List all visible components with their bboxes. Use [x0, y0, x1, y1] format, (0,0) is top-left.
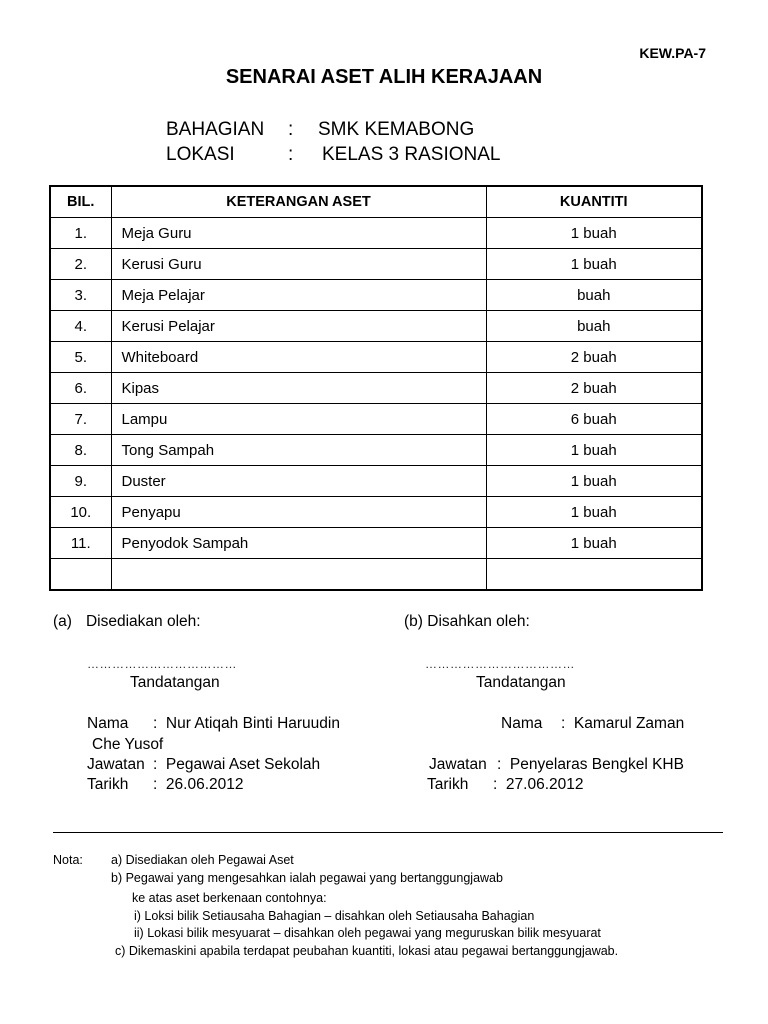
asset-quantity: 1 buah: [486, 497, 702, 528]
bahagian-field: [166, 119, 474, 141]
asset-quantity: buah: [486, 280, 702, 311]
document-title: SENARAI ASET ALIH KERAJAAN: [225, 66, 543, 88]
notes-label: Nota:: [53, 853, 83, 867]
approved-signature-label: Tandatangan: [476, 674, 566, 691]
approved-nama-label: Nama: [501, 715, 543, 732]
bahagian-colon: :: [288, 119, 294, 140]
approved-jawatan: Jawatan : Penyelaras Bengkel KHB: [429, 756, 684, 773]
bahagian-value: SMK KEMABONG: [318, 119, 475, 140]
approved-jawatan-value: Penyelaras Bengkel KHB: [509, 756, 684, 773]
table-row-empty: [50, 559, 702, 591]
asset-description: Meja Guru: [111, 218, 486, 249]
asset-table: [49, 185, 703, 591]
prepared-jawatan-label: Jawatan: [87, 756, 145, 773]
row-number: 8.: [50, 435, 111, 466]
row-number: 6.: [50, 373, 111, 404]
prepared-tarikh: Tarikh : 26.06.2012: [87, 776, 244, 793]
lokasi-colon: :: [288, 144, 294, 165]
asset-quantity: 1 buah: [486, 218, 702, 249]
row-number: 11.: [50, 528, 111, 559]
row-number: 1.: [50, 218, 111, 249]
table-row: [50, 497, 702, 528]
approved-by-heading: (b) Disahkan oleh:: [404, 613, 530, 630]
approved-tarikh: Tarikh : 27.06.2012: [427, 776, 584, 793]
prepared-tarikh-value: 26.06.2012: [165, 776, 244, 793]
asset-quantity: buah: [486, 311, 702, 342]
approved-tarikh-label: Tarikh: [427, 776, 469, 793]
asset-quantity: [486, 559, 702, 591]
note-c: c) Dikemaskini apabila terdapat peubahan kuantiti, lokasi atau pegawai bertanggungjawab.: [115, 944, 619, 958]
section-divider: [53, 832, 723, 833]
note-b-ii: ii) Lokasi bilik mesyuarat – disahkan oleh pegawai yang meguruskan bilik mesyuarat: [134, 926, 601, 940]
row-number: 7.: [50, 404, 111, 435]
column-header-bil: BIL.: [50, 186, 111, 218]
asset-description: Duster: [111, 466, 486, 497]
asset-description: Lampu: [111, 404, 486, 435]
prepared-marker: (a): [53, 613, 72, 630]
table-row: [50, 218, 702, 249]
row-number: 2.: [50, 249, 111, 280]
column-header-kuantiti: KUANTITI: [486, 186, 702, 218]
prepared-heading-text: Disediakan oleh:: [85, 613, 201, 630]
row-number: 10.: [50, 497, 111, 528]
note-b-cont: ke atas aset berkenaan contohnya:: [132, 891, 327, 905]
note-b: b) Pegawai yang mengesahkan ialah pegawai yang bertanggungjawab: [111, 871, 503, 885]
prepared-by-heading: [53, 613, 201, 631]
table-row: [50, 280, 702, 311]
table-row: [50, 373, 702, 404]
table-row: [50, 435, 702, 466]
row-number: 5.: [50, 342, 111, 373]
asset-quantity: 1 buah: [486, 249, 702, 280]
asset-description: Kipas: [111, 373, 486, 404]
row-number: 3.: [50, 280, 111, 311]
asset-description: Kerusi Pelajar: [111, 311, 486, 342]
asset-description: Penyapu: [111, 497, 486, 528]
prepared-nama-cont: Che Yusof: [92, 736, 164, 753]
asset-description: Tong Sampah: [111, 435, 486, 466]
prepared-jawatan: Jawatan : Pegawai Aset Sekolah: [87, 756, 321, 773]
table-row: [50, 528, 702, 559]
row-number: 4.: [50, 311, 111, 342]
asset-quantity: 2 buah: [486, 342, 702, 373]
prepared-jawatan-value: Pegawai Aset Sekolah: [165, 756, 321, 773]
column-header-keterangan: KETERANGAN ASET: [111, 186, 486, 218]
asset-description: Meja Pelajar: [111, 280, 486, 311]
asset-quantity: 1 buah: [486, 528, 702, 559]
asset-description: [111, 559, 486, 591]
approved-jawatan-label: Jawatan: [429, 756, 487, 773]
approved-nama-value: Kamarul Zaman: [573, 715, 685, 732]
table-header-row: [50, 186, 702, 218]
prepared-nama-value: Nur Atiqah Binti Haruudin: [165, 715, 340, 732]
asset-quantity: 6 buah: [486, 404, 702, 435]
table-row: [50, 311, 702, 342]
prepared-nama: Nama : Nur Atiqah Binti Haruudin: [87, 715, 340, 732]
table-row: [50, 342, 702, 373]
row-number: [50, 559, 111, 591]
approved-tarikh-value: 27.06.2012: [505, 776, 584, 793]
note-a: a) Disediakan oleh Pegawai Aset: [111, 853, 294, 867]
bahagian-label: BAHAGIAN: [166, 119, 265, 140]
table-row: [50, 404, 702, 435]
note-b-i: i) Loksi bilik Setiausaha Bahagian – disahkan oleh Setiausaha Bahagian: [134, 909, 535, 923]
asset-description: Whiteboard: [111, 342, 486, 373]
prepared-nama-label: Nama: [87, 715, 129, 732]
asset-description: Penyodok Sampah: [111, 528, 486, 559]
asset-quantity: 2 buah: [486, 373, 702, 404]
prepared-tarikh-label: Tarikh: [87, 776, 129, 793]
table-row: [50, 466, 702, 497]
lokasi-label: LOKASI: [166, 144, 235, 165]
asset-quantity: 1 buah: [486, 435, 702, 466]
lokasi-field: [166, 144, 500, 166]
lokasi-value: KELAS 3 RASIONAL: [322, 144, 501, 165]
prepared-signature-label: Tandatangan: [130, 674, 220, 691]
asset-quantity: 1 buah: [486, 466, 702, 497]
prepared-signature-line: ………………………………: [87, 657, 237, 671]
approved-signature-line: ………………………………: [425, 657, 575, 671]
form-code: KEW.PA-7: [639, 45, 706, 61]
row-number: 9.: [50, 466, 111, 497]
table-row: [50, 249, 702, 280]
asset-description: Kerusi Guru: [111, 249, 486, 280]
approved-nama: Nama : Kamarul Zaman: [501, 715, 685, 732]
